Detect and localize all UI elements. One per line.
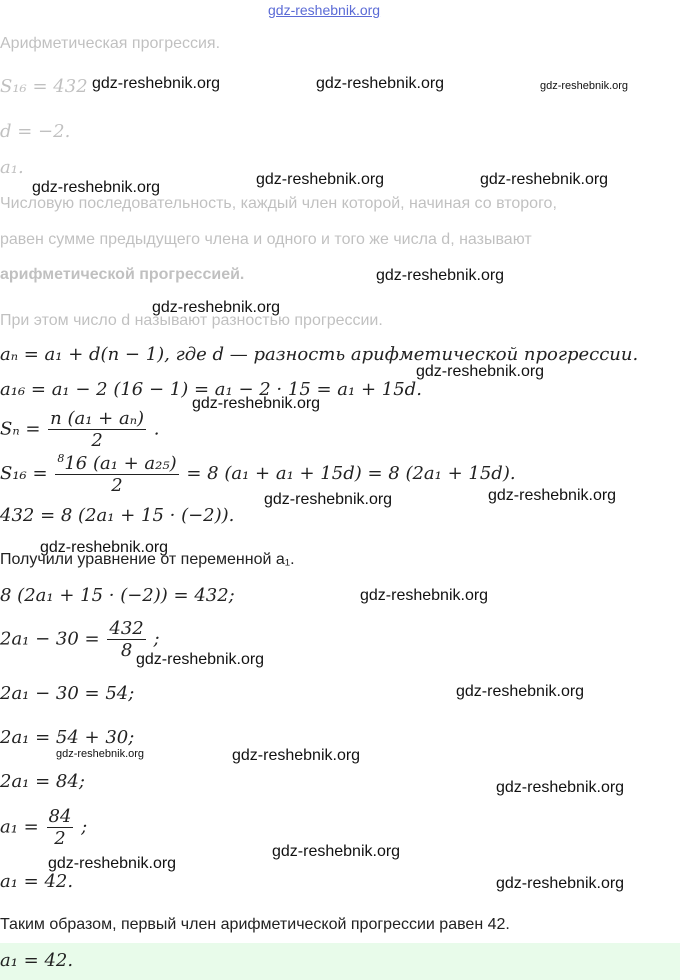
step-5: 2a₁ = 84; bbox=[0, 771, 85, 792]
step-2-lhs: 2a₁ − 30 = bbox=[0, 628, 100, 650]
given-d: d = −2. bbox=[0, 121, 71, 142]
sn-formula bbox=[0, 408, 160, 451]
sn-tail: . bbox=[153, 418, 160, 440]
s16-numerator-strike: 8 bbox=[57, 452, 65, 465]
got-equation-text: Получили уравнение от переменной a₁. bbox=[0, 551, 295, 568]
step-7: a₁ = 42. bbox=[0, 871, 74, 892]
answer-highlight bbox=[0, 943, 680, 980]
watermark: gdz-reshebnik.org bbox=[376, 267, 505, 284]
s16-denominator: 2 bbox=[111, 475, 123, 496]
watermark: gdz-reshebnik.org bbox=[256, 171, 385, 188]
step-2-denominator: 8 bbox=[120, 640, 133, 661]
s16-lhs: S₁₆ = bbox=[0, 463, 48, 484]
watermark: gdz-reshebnik.org bbox=[92, 75, 221, 92]
definition-line-4: При этом число d называют разностью прогрессии. bbox=[0, 312, 383, 329]
a16-formula: a₁₆ = a₁ − 2 (16 − 1) = a₁ − 2 · 15 = a₁ + 15d. bbox=[0, 379, 422, 400]
watermark: gdz-reshebnik.org bbox=[48, 855, 177, 872]
step-6 bbox=[0, 806, 87, 849]
watermark: gdz-reshebnik.org bbox=[456, 683, 585, 700]
sn-fraction bbox=[48, 408, 146, 451]
definition-line-2: равен сумме предыдущего члена и одного и того же числа d, называют bbox=[0, 231, 532, 248]
s16-formula bbox=[0, 452, 516, 496]
site-link[interactable]: gdz-reshebnik.org bbox=[268, 2, 381, 18]
definition-line-3: арифметической прогрессией. bbox=[0, 266, 245, 283]
watermark: gdz-reshebnik.org bbox=[152, 299, 281, 316]
s16-fraction bbox=[55, 452, 178, 496]
given-title: Арифметическая прогрессия. bbox=[0, 35, 221, 52]
watermark: gdz-reshebnik.org bbox=[496, 779, 625, 796]
watermark: gdz-reshebnik.org bbox=[40, 539, 169, 556]
watermark: gdz-reshebnik.org bbox=[272, 843, 401, 860]
conclusion-text: Таким образом, первый член арифметической прогрессии равен 42. bbox=[0, 916, 510, 933]
watermark: gdz-reshebnik.org bbox=[264, 491, 393, 508]
nth-term-formula: aₙ = a₁ + d(n − 1), где d — разность арифметической прогрессии. bbox=[0, 344, 639, 365]
watermark: gdz-reshebnik.org bbox=[416, 363, 545, 380]
given-s16: S₁₆ = 432 bbox=[0, 76, 88, 97]
given-find: a₁. bbox=[0, 157, 24, 178]
watermark: gdz-reshebnik.org bbox=[56, 748, 145, 760]
watermark: gdz-reshebnik.org bbox=[192, 395, 321, 412]
sn-lhs: Sₙ = bbox=[0, 418, 41, 440]
watermark: gdz-reshebnik.org bbox=[480, 171, 609, 188]
definition-line-1: Числовую последовательность, каждый член которой, начиная со второго, bbox=[0, 195, 557, 212]
sn-numerator: n (a₁ + aₙ) bbox=[50, 408, 145, 429]
step-4: 2a₁ = 54 + 30; bbox=[0, 727, 135, 748]
step-2-numerator: 432 bbox=[109, 618, 144, 639]
watermark: gdz-reshebnik.org bbox=[360, 587, 489, 604]
watermark: gdz-reshebnik.org bbox=[488, 487, 617, 504]
step-6-fraction bbox=[47, 806, 74, 849]
final-answer: a₁ = 42. bbox=[0, 950, 74, 971]
step-6-denominator: 2 bbox=[54, 828, 66, 849]
watermark: gdz-reshebnik.org bbox=[32, 179, 161, 196]
watermark: gdz-reshebnik.org bbox=[540, 80, 629, 92]
step-2-tail: ; bbox=[153, 628, 160, 650]
watermark: gdz-reshebnik.org bbox=[136, 651, 265, 668]
step-6-numerator: 84 bbox=[48, 806, 72, 827]
step-6-tail: ; bbox=[81, 816, 88, 838]
watermark: gdz-reshebnik.org bbox=[316, 75, 445, 92]
sn-denominator: 2 bbox=[91, 430, 103, 451]
step-6-lhs: a₁ = bbox=[0, 816, 39, 838]
step-1: 8 (2a₁ + 15 · (−2)) = 432; bbox=[0, 585, 235, 606]
watermark: gdz-reshebnik.org bbox=[232, 747, 361, 764]
s16-numerator-text: 16 (a₁ + a₂₅) bbox=[64, 453, 177, 474]
watermark: gdz-reshebnik.org bbox=[496, 875, 625, 892]
step-3: 2a₁ − 30 = 54; bbox=[0, 683, 135, 704]
equation-432: 432 = 8 (2a₁ + 15 · (−2)). bbox=[0, 505, 235, 526]
s16-numerator bbox=[55, 452, 178, 475]
s16-rhs: = 8 (a₁ + a₁ + 15d) = 8 (2a₁ + 15d). bbox=[186, 463, 516, 484]
